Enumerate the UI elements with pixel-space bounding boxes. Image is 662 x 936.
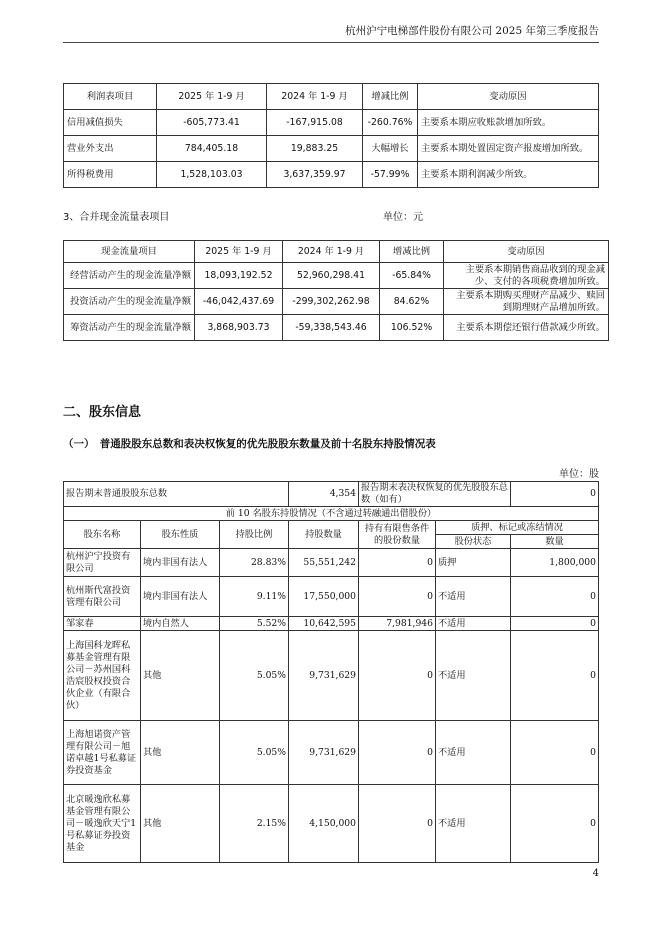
table-cell: -167,915.08 (267, 110, 363, 136)
table-row (64, 549, 599, 577)
header-cell: 2025 年 1-9 月 (195, 241, 283, 263)
table-header-row (64, 521, 599, 535)
table-header-row (64, 241, 609, 263)
table-cell: 55,551,242 (289, 549, 359, 577)
table-cell: 邹家春 (64, 617, 141, 631)
income-statement-table (63, 83, 599, 188)
table-cell: 营业外支出 (64, 136, 157, 162)
table-cell: 不适用 (436, 721, 511, 785)
table-cell: 2.15% (220, 785, 289, 863)
table-cell: 7,981,946 (359, 617, 436, 631)
table-cell: 9,731,629 (289, 631, 359, 721)
table-cell: 0 (511, 721, 599, 785)
table-cell: 0 (511, 785, 599, 863)
table-cell: 前 10 名股东持股情况（不含通过转融通出借股份） (64, 507, 599, 521)
table-row (64, 289, 609, 315)
table-cell: 不适用 (436, 631, 511, 721)
table-cell: 28.83% (220, 549, 289, 577)
header-cell: 2024 年 1-9 月 (283, 241, 380, 263)
table-cell: -57.99% (363, 162, 418, 188)
header-cell: 利润表项目 (64, 84, 157, 110)
table-cell: -260.76% (363, 110, 418, 136)
section-subtitle: （一） 普通股股东总数和表决权恢复的优先股股东数量及前十名股东持股情况表 (63, 438, 436, 450)
table-cell: 主要系本期购买理财产品减少、赎回到期理财产品增加所致。 (444, 289, 609, 315)
table-cell: 质押 (436, 549, 511, 577)
table-cell: 0 (359, 785, 436, 863)
table-cell: -605,773.41 (157, 110, 267, 136)
table-cell: 其他 (141, 631, 220, 721)
table-cell: 5.52% (220, 617, 289, 631)
table-cell: 0 (359, 631, 436, 721)
header-cell: 2025 年 1-9 月 (157, 84, 267, 110)
shareholder-unit: 单位：股 (559, 469, 599, 480)
table-cell: 大幅增长 (363, 136, 418, 162)
cashflow-section-title: 3、合并现金流量表项目 (63, 212, 170, 223)
table-cell: 4,354 (289, 482, 359, 507)
table-cell: 境内自然人 (141, 617, 220, 631)
table-cell: 主要系本期销售商品收到的现金减少、支付的各项税费增加所致。 (444, 263, 609, 289)
header-cell: 持股数量 (289, 521, 359, 549)
table-cell: 经营活动产生的现金流量净额 (64, 263, 195, 289)
header-cell: 股东名称 (64, 521, 141, 549)
table-cell: -65.84% (380, 263, 444, 289)
table-cell: 主要系本期偿还银行借款减少所致。 (444, 315, 609, 341)
table-cell: 杭州沪宁投资有限公司 (64, 549, 141, 577)
table-cell: 主要系本期处置固定资产报废增加所致。 (418, 136, 599, 162)
table-row (64, 721, 599, 785)
table-cell: 报告期末普通股股东总数 (64, 482, 289, 507)
section-title: 二、股东信息 (63, 405, 142, 420)
table-header-row (64, 84, 599, 110)
table-cell: 1,528,103.03 (157, 162, 267, 188)
table-cell: 784,405.18 (157, 136, 267, 162)
table-cell: 5.05% (220, 631, 289, 721)
table-cell: 不适用 (436, 785, 511, 863)
table-cell: 0 (511, 617, 599, 631)
table-cell: 筹资活动产生的现金流量净额 (64, 315, 195, 341)
header-cell: 持有有限售条件的股份数量 (359, 521, 436, 549)
table-cell: 18,093,192.52 (195, 263, 283, 289)
table-cell: 3,637,359.97 (267, 162, 363, 188)
table-cell: 上海国科龙晖私募基金管理有限公司－苏州国科浩宸股权投资合伙企业（有限合伙） (64, 631, 141, 721)
table-row (64, 110, 599, 136)
table-row (64, 136, 599, 162)
table-cell: 4,150,000 (289, 785, 359, 863)
table-row (64, 482, 599, 507)
shareholder-table (63, 481, 599, 863)
header-cell: 增减比例 (380, 241, 444, 263)
table-cell: 投资活动产生的现金流量净额 (64, 289, 195, 315)
table-cell: 9.11% (220, 577, 289, 617)
table-cell: 0 (511, 577, 599, 617)
table-cell: 其他 (141, 785, 220, 863)
table-cell: 1,800,000 (511, 549, 599, 577)
table-cell: 10,642,595 (289, 617, 359, 631)
page-header: 杭州沪宁电梯部件股份有限公司 2025 年第三季度报告 (63, 22, 599, 43)
table-cell: -59,338,543.46 (283, 315, 380, 341)
table-cell: -299,302,262.98 (283, 289, 380, 315)
table-cell: 不适用 (436, 577, 511, 617)
table-cell: 0 (359, 577, 436, 617)
table-cell: 0 (511, 482, 599, 507)
page-number: 4 (592, 868, 599, 879)
table-cell: -46,042,437.69 (195, 289, 283, 315)
table-row (64, 577, 599, 617)
table-cell: 主要系本期应收账款增加所致。 (418, 110, 599, 136)
header-cell: 变动原因 (444, 241, 609, 263)
table-row (64, 263, 609, 289)
table-cell: 北京暖逸欣私募基金管理有限公司－暖逸欣天宁1号私募证券投资基金 (64, 785, 141, 863)
header-cell: 2024 年 1-9 月 (267, 84, 363, 110)
table-cell: 境内非国有法人 (141, 549, 220, 577)
table-cell: 其他 (141, 721, 220, 785)
table-cell: 信用减值损失 (64, 110, 157, 136)
table-cell: 17,550,000 (289, 577, 359, 617)
header-cell: 股份状态 (436, 535, 511, 549)
table-cell: 19,883.25 (267, 136, 363, 162)
table-row (64, 315, 609, 341)
table-cell: 0 (359, 549, 436, 577)
table-cell: 报告期末表决权恢复的优先股股东总数（如有） (359, 482, 511, 507)
header-cell: 数量 (511, 535, 599, 549)
table-cell: 3,868,903.73 (195, 315, 283, 341)
table-cell: 9,731,629 (289, 721, 359, 785)
table-cell: 52,960,298.41 (283, 263, 380, 289)
cashflow-unit: 单位：元 (383, 212, 423, 223)
table-cell: 84.62% (380, 289, 444, 315)
table-cell: 0 (511, 631, 599, 721)
table-cell: 106.52% (380, 315, 444, 341)
table-row (64, 507, 599, 521)
table-cell: 不适用 (436, 617, 511, 631)
table-cell: 5.05% (220, 721, 289, 785)
header-cell: 现金流量项目 (64, 241, 195, 263)
table-cell: 0 (359, 721, 436, 785)
table-cell: 主要系本期利润减少所致。 (418, 162, 599, 188)
table-row (64, 785, 599, 863)
cashflow-table (63, 240, 609, 341)
header-cell: 质押、标记或冻结情况 (436, 521, 599, 535)
header-cell: 增减比例 (363, 84, 418, 110)
header-cell: 持股比例 (220, 521, 289, 549)
header-cell: 变动原因 (418, 84, 599, 110)
header-cell: 股东性质 (141, 521, 220, 549)
table-cell: 上海旭诺资产管理有限公司－旭诺卓越1号私募证券投资基金 (64, 721, 141, 785)
table-row (64, 162, 599, 188)
table-row (64, 617, 599, 631)
table-cell: 境内非国有法人 (141, 577, 220, 617)
table-cell: 所得税费用 (64, 162, 157, 188)
table-cell: 杭州斯代富投资管理有限公司 (64, 577, 141, 617)
table-row (64, 631, 599, 721)
